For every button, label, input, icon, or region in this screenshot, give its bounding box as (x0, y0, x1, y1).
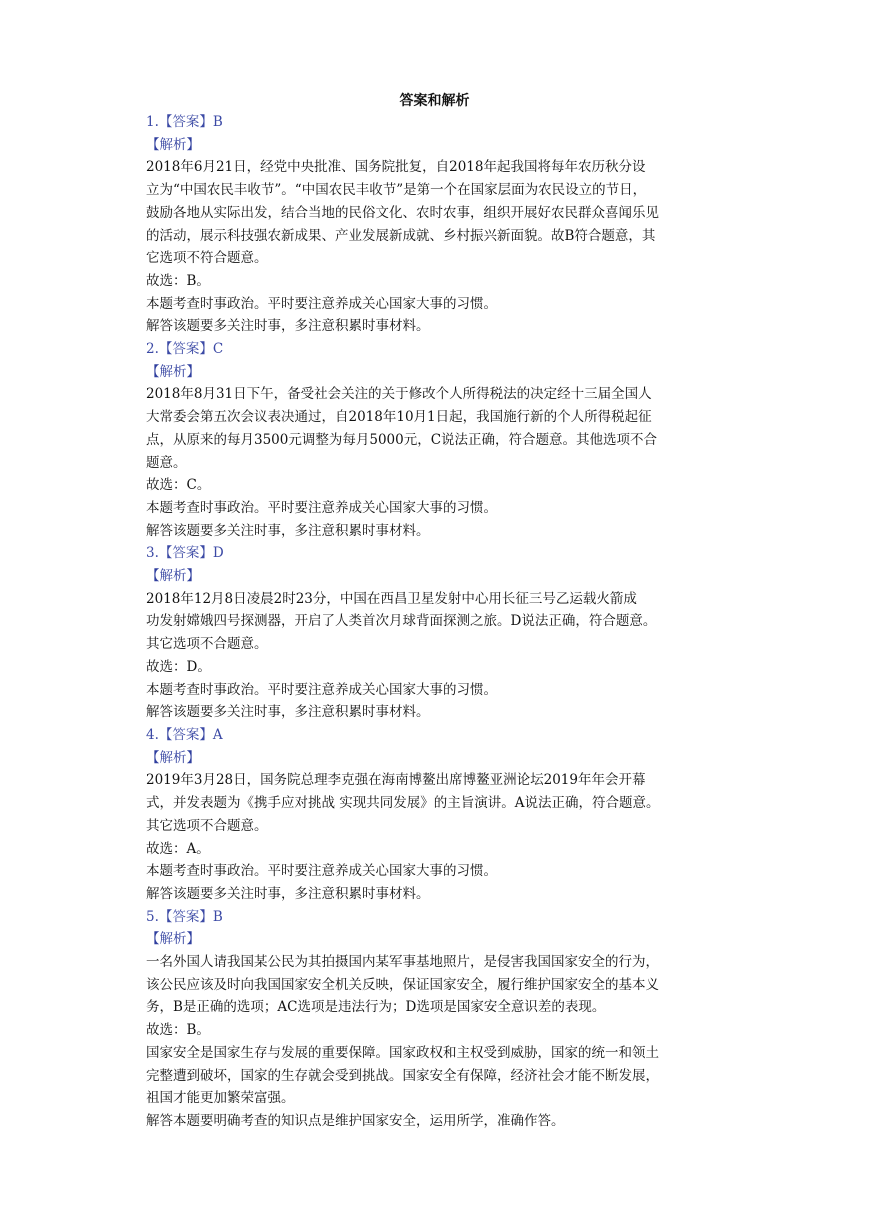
analysis-line: 式，并发表题为《携手应对挑战 实现共同发展》的主旨演讲。A说法正确，符合题意。 (146, 795, 660, 812)
analysis-line: 2018年8月31日下午，备受社会关注的关于修改个人所得税法的决定经十三届全国人 (146, 386, 652, 403)
answer-label: 2.【答案】C (146, 341, 224, 358)
page-title: 答案和解析 (399, 93, 470, 109)
choice-line: 故选：B。 (146, 1022, 210, 1039)
note-line: 国家安全是国家生存与发展的重要保障。国家政权和主权受到威胁，国家的统一和领土 (146, 1044, 659, 1061)
choice-line: 故选：B。 (146, 272, 210, 289)
note-line: 本题考查时事政治。平时要注意养成关心国家大事的习惯。 (146, 863, 497, 880)
answer-content (146, 111, 726, 1133)
note-line: 祖国才能更加繁荣富强。 (146, 1090, 295, 1107)
analysis-line: 2018年12月8日凌晨2时23分，中国在西昌卫星发射中心用长征三号乙运载火箭成 (146, 590, 637, 607)
analysis-label: 【解析】 (146, 363, 200, 380)
analysis-line: 点，从原来的每月3500元调整为每月5000元，C说法正确，符合题意。其他选项不合 (146, 431, 658, 448)
note-line: 解答该题要多关注时事，多注意积累时事材料。 (146, 522, 430, 539)
analysis-line: 它选项不符合题意。 (146, 250, 268, 267)
analysis-line: 2018年6月21日，经党中央批准、国务院批复，自2018年起我国将每年农历秋分设 (146, 159, 646, 176)
note-line: 解答该题要多关注时事，多注意积累时事材料。 (146, 885, 430, 902)
question-block (146, 542, 726, 724)
analysis-line: 一名外国人请我国某公民为其拍摄国内某军事基地照片，是侵害我国国家安全的行为， (146, 954, 659, 971)
question-block (146, 724, 726, 906)
answer-label: 5.【答案】B (146, 908, 223, 925)
analysis-line: 2019年3月28日，国务院总理李克强在海南博鳌出席博鳌亚洲论坛2019年年会开幕 (146, 772, 646, 789)
choice-line: 故选：A。 (146, 840, 210, 857)
note-line: 本题考查时事政治。平时要注意养成关心国家大事的习惯。 (146, 295, 497, 312)
analysis-line: 其它选项不合题意。 (146, 817, 268, 834)
analysis-line: 其它选项不合题意。 (146, 636, 268, 653)
question-block (146, 906, 726, 1133)
analysis-label: 【解析】 (146, 931, 200, 948)
analysis-line: 该公民应该及时向我国国家安全机关反映，保证国家安全，履行维护国家安全的基本义 (146, 976, 659, 993)
analysis-line: 大常委会第五次会议表决通过，自2018年10月1日起，我国施行新的个人所得税起征 (146, 409, 652, 426)
answer-label: 4.【答案】A (146, 726, 223, 743)
analysis-label: 【解析】 (146, 749, 200, 766)
question-block (146, 338, 726, 542)
note-line: 解答该题要多关注时事，多注意积累时事材料。 (146, 704, 430, 721)
note-line: 完整遭到破坏，国家的生存就会受到挑战。国家安全有保障，经济社会才能不断发展， (146, 1067, 659, 1084)
analysis-line: 立为“中国农民丰收节”。“中国农民丰收节”是第一个在国家层面为农民设立的节日， (146, 182, 647, 199)
analysis-line: 鼓励各地从实际出发，结合当地的民俗文化、农时农事，组织开展好农民群众喜闻乐见 (146, 204, 659, 221)
analysis-line: 的活动，展示科技强农新成果、产业发展新成就、乡村振兴新面貌。故B符合题意，其 (146, 227, 656, 244)
analysis-line: 功发射嫦娥四号探测器，开启了人类首次月球背面探测之旅。D说法正确，符合题意。 (146, 613, 657, 630)
analysis-label: 【解析】 (146, 568, 200, 585)
choice-line: 故选：C。 (146, 477, 211, 494)
analysis-line: 题意。 (146, 454, 187, 471)
answer-label: 3.【答案】D (146, 545, 224, 562)
answer-label: 1.【答案】B (146, 114, 223, 130)
note-line: 本题考查时事政治。平时要注意养成关心国家大事的习惯。 (146, 499, 497, 516)
note-line: 解答该题要多关注时事，多注意积累时事材料。 (146, 318, 430, 335)
analysis-line: 务，B是正确的选项；AC选项是违法行为；D选项是国家安全意识差的表现。 (146, 999, 606, 1016)
choice-line: 故选：D。 (146, 658, 211, 675)
note-line: 本题考查时事政治。平时要注意养成关心国家大事的习惯。 (146, 681, 497, 698)
analysis-label: 【解析】 (146, 136, 200, 153)
question-block (146, 111, 726, 338)
note-line: 解答本题要明确考查的知识点是维护国家安全，运用所学，准确作答。 (146, 1112, 565, 1129)
